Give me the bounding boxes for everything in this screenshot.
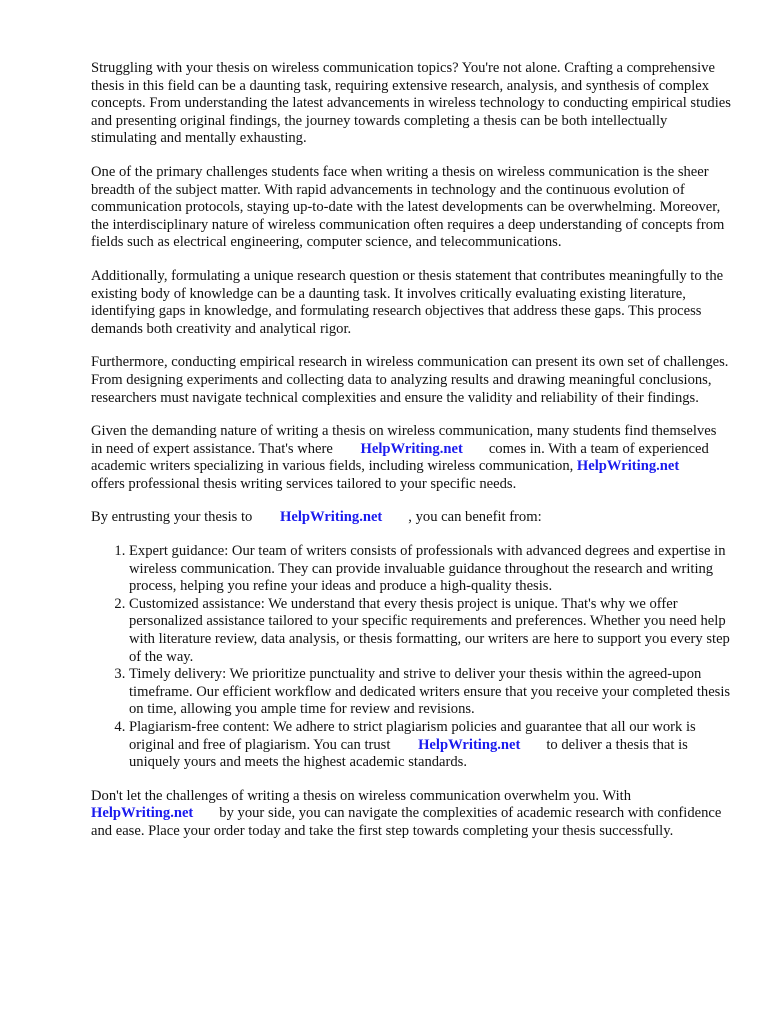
list-item-timely-delivery: 3. Timely delivery: We prioritize punctuality and strive to deliver your thesis within the agreed-upon timeframe. Our efficient workflow and dedicated writers ensure that you receive your completed thesis on time, allowing you ample time for review and revisions. [129,666,731,719]
paragraph-assistance-text-2: comes in. With a team of experienced academic writers specializing in various fields, including wireless communication, [91,440,709,475]
paragraph-challenges: One of the primary challenges students face when writing a thesis on wireless communication is the sheer breadth of the subject matter. With rapid advancements in technology and the continuous evolution of communication protocols, staying up-to-date with the latest developments can be overwhelming. Moreover, the interdisciplinary nature of wireless communication often requires a deep understanding of concepts from fields such as electrical engineering, computer science, and telecommunications. [91,163,725,251]
benefits-list [91,543,731,772]
paragraph-research-question: Additionally, formulating a unique research question or thesis statement that contributes meaningfully to the existing body of knowledge can be a daunting task. It involves critically evaluating existing literature, identifying gaps in knowledge, and formulating research objectives that address these gaps. This process demands both creativity and analytical rigor. [91,267,724,337]
list-item-plagiarism-free [129,719,731,772]
paragraph-conclusion-text-2: by your side, you can navigate the complexities of academic research with confidence and ease. Place your order today and take the first step towards completing your thesis successfully. [91,805,722,839]
list-item-plagiarism-text-1: Plagiarism-free content: We adhere to strict plagiarism policies and guarantee that all our work is original and free of plagiarism. You can trust [129,719,696,753]
document-body [91,60,731,857]
paragraph-assistance-text-3: offers professional thesis writing services tailored to your specific needs. [91,475,517,492]
paragraph-intro: Struggling with your thesis on wireless communication topics? You're not alone. Crafting a comprehensive thesis in this field can be a daunting task, requiring extensive research, analysis, and synthesis of complex concepts. From understanding the latest advancements in wireless technology to conducting empirical studies and presenting original findings, the journey towards completing a thesis can be both intellectually stimulating and mentally exhausting. [91,60,731,147]
paragraph-conclusion-text-1: Don't let the challenges of writing a thesis on wireless communication overwhelm you. With [91,787,632,804]
paragraph-benefits-text-1: By entrusting your thesis to [91,509,253,526]
paragraph-empirical-research: Furthermore, conducting empirical research in wireless communication can present its own set of challenges. From designing experiments and collecting data to analyzing results and drawing meaningful conclusions, researchers must navigate technical complexities and ensure the validity and reliability of their findings. [91,354,729,406]
list-item-plagiarism-text-2: to deliver a thesis that is uniquely yours and meets the highest academic standards. [129,736,688,771]
paragraph-assistance [91,423,731,493]
paragraph-conclusion [91,788,731,841]
paragraph-benefits-text-2: , you can benefit from: [408,509,542,526]
list-item-expert-guidance: 1. Expert guidance: Our team of writers consists of professionals with advanced degrees and expertise in wireless communication. They can provide invaluable guidance throughout the research and writing process, helping you refine your ideas and produce a high-quality thesis. [129,543,731,596]
helpwriting-link[interactable]: HelpWriting.net [280,509,383,526]
helpwriting-link[interactable]: HelpWriting.net [91,805,194,822]
paragraph-benefits-intro [91,509,731,527]
helpwriting-link[interactable]: HelpWriting.net [360,440,463,457]
helpwriting-link[interactable]: HelpWriting.net [576,458,680,475]
list-item-customized-assistance: 2. Customized assistance: We understand that every thesis project is unique. That's why we offer personalized assistance tailored to your specific requirements and preferences. Whether you need help with literature review, data analysis, or thesis formatting, our writers are here to support you every step of the way. [129,596,731,666]
paragraph-assistance-text-1: Given the demanding nature of writing a thesis on wireless communication, many students find themselves in need of expert assistance. That's where [91,423,717,457]
helpwriting-link[interactable]: HelpWriting.net [418,736,521,753]
